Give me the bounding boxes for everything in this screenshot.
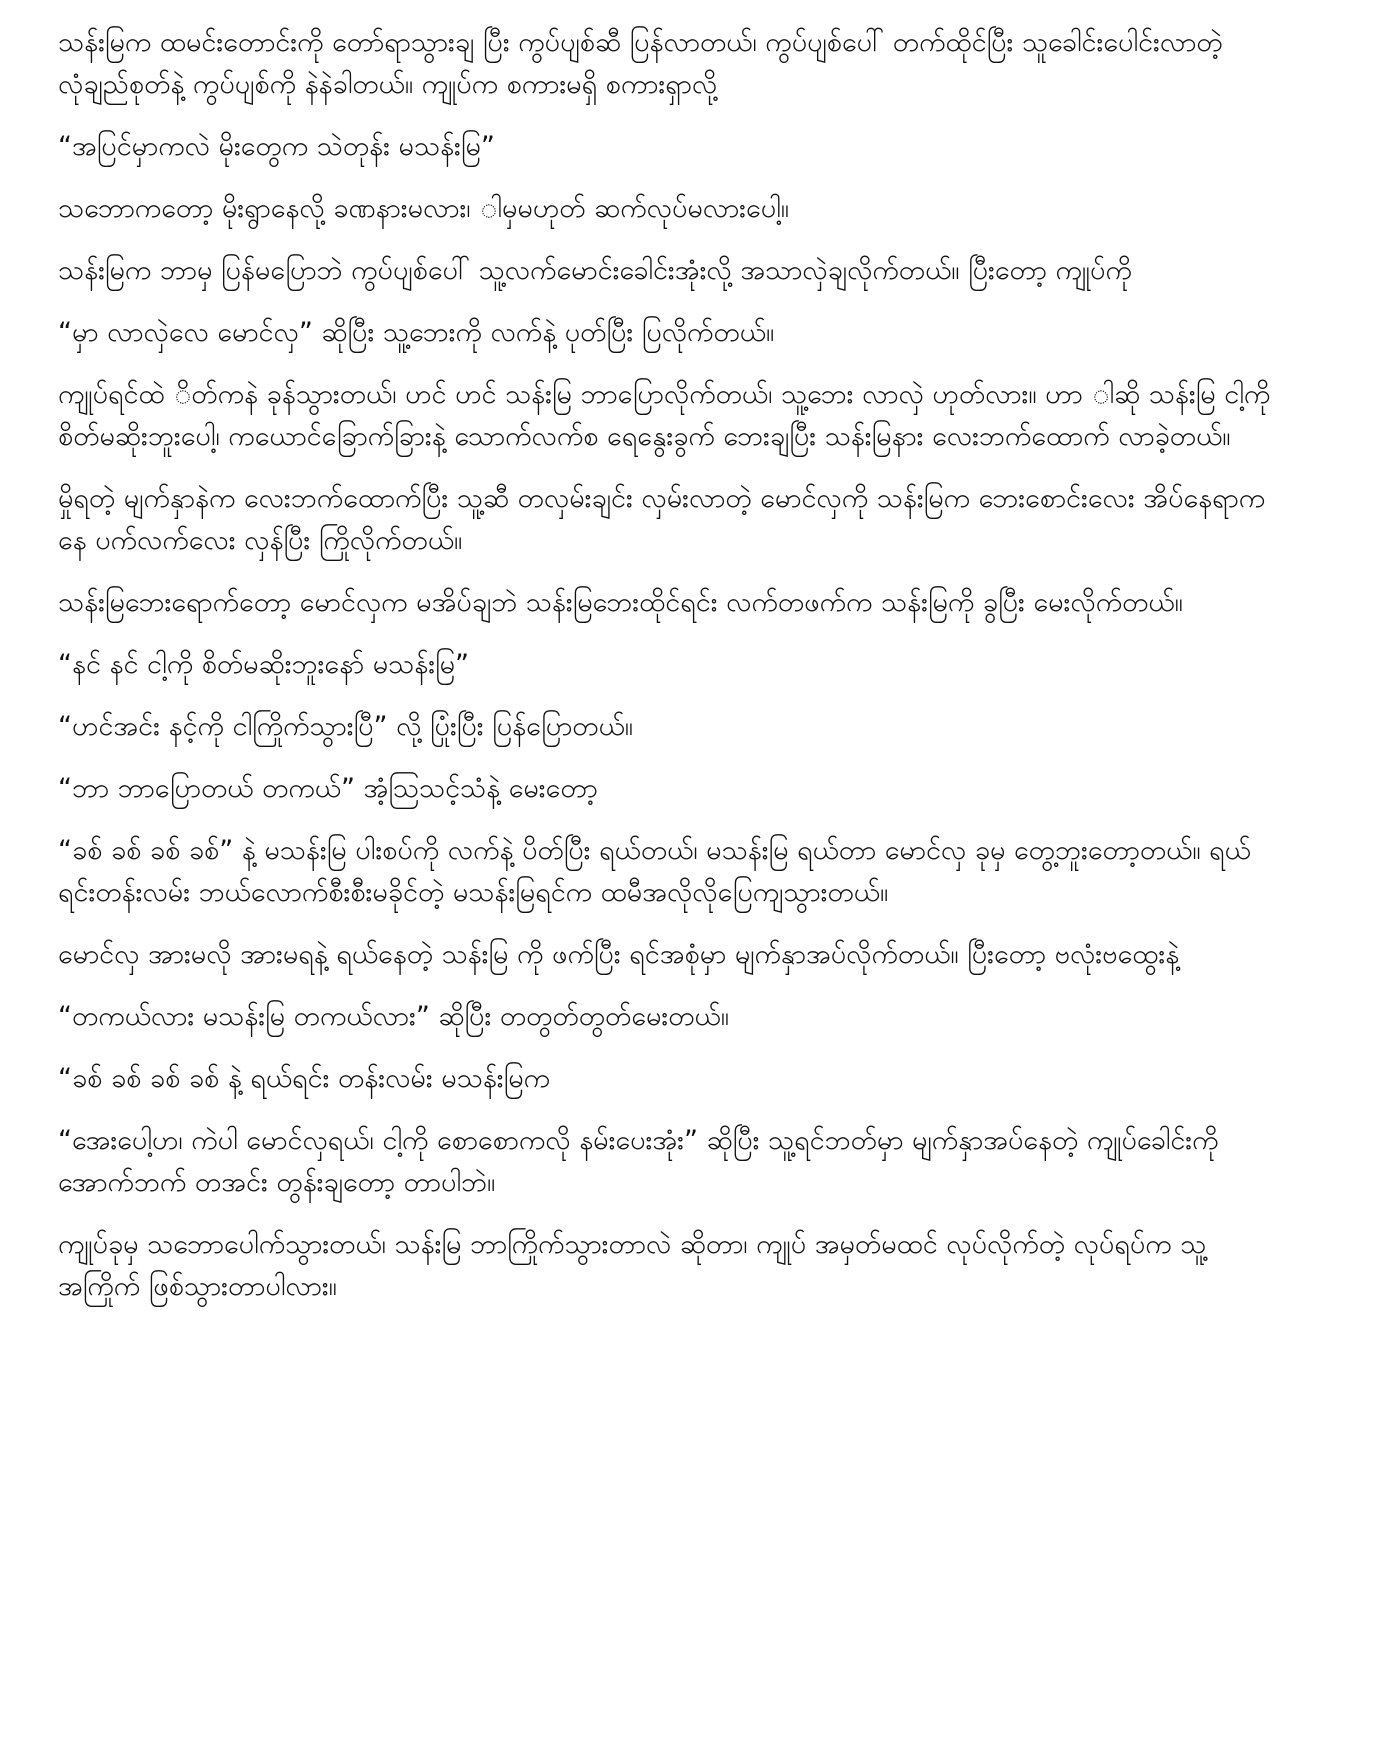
- paragraph-15: “ခစ် ခစ် ခစ် ခစ် နဲ့ ရယ်ရင်း တန်းလမ်း မသန်းမြက: [58, 1063, 551, 1094]
- paragraph-2: “အပြင်မှာကလဲ မိုးတွေက သဲတုန်း မသန်းမြ”: [58, 131, 495, 162]
- paragraph-7: မှိုရတဲ့ မျက်နှာနဲက လေးဘက်ထောက်ပြီး သူ့ဆီ တလှမ်းချင်း လှမ်းလာတဲ့ မောင်လှကို သန်းမြက ဘေးစောင်းလေး အိပ်နေရာကနေ ပက်လက်လေး လှန်ပြီး ကြိုလိုက်တယ်။: [58, 483, 1266, 556]
- paragraph-5: “မှာ လာလှဲလေ မောင်လှ” ဆိုပြီး သူ့ဘေးကို လက်နဲ့ ပုတ်ပြီး ပြလိုက်တယ်။: [58, 317, 775, 348]
- paragraph-14: “တကယ်လား မသန်းမြ တကယ်လား” ဆိုပြီး တတွတ်တွတ်မေးတယ်။: [58, 1001, 729, 1032]
- paragraph-17: ကျုပ်ခုမှ သဘောပေါက်သွားတယ်၊ သန်းမြ ဘာကြိုက်သွားတာလဲ ဆိုတာ၊ ကျုပ် အမှတ်မထင် လုပ်လိုက်တဲ့ လုပ်ရပ်က သူ့အကြိုက် ဖြစ်သွားတာပါလား။: [58, 1229, 1207, 1302]
- paragraph-11: “ဘာ ဘာပြောတယ် တကယ်” အံ့သြသင့်သံနဲ့ မေးတော့: [58, 773, 598, 804]
- paragraph-13: မောင်လှ အားမလို အားမရနဲ့ ရယ်နေတဲ့ သန်းမြ ကို ဖက်ပြီး ရင်အစုံမှာ မျက်နှာအပ်လိုက်တယ်။ ပြီးတော့ ဗလုံးဗထွေးနဲ့: [58, 939, 1180, 970]
- paragraph-6: ကျုပ်ရင်ထဲ ိတ်ကနဲ ခုန်သွားတယ်၊ ဟင် ဟင် သန်းမြ ဘာပြောလိုက်တယ်၊ သူ့ဘေး လာလှဲ ဟုတ်လား။ ဟာ ါဆို သန်းမြ ငါ့ကို စိတ်မဆိုးဘူးပေါ့၊ ကယောင်ခြောက်ခြားနဲ့ သောက်လက်စ ရေနွေးခွက် ဘေးချပြီး သန်းမြနား လေးဘက်ထောက် လာခဲ့တယ်။: [58, 379, 1271, 452]
- paragraph-10: “ဟင်အင်း နင့်ကို ငါကြိုက်သွားပြီ” လို့ ပြုံးပြီး ပြန်ပြောတယ်။: [58, 711, 633, 742]
- paragraph-16: “အေးပေါ့ဟ၊ ကဲပါ မောင်လှရယ်၊ ငါ့ကို စောစောကလို နမ်းပေးအုံး” ဆိုပြီး သူ့ရင်ဘတ်မှာ မျက်နှာအပ်နေတဲ့ ကျုပ်ခေါင်းကို အောက်ဘက် တအင်း တွန်းချတော့ တာပါဘဲ။: [58, 1125, 1219, 1198]
- paragraph-8: သန်းမြဘေးရောက်တော့ မောင်လှက မအိပ်ချဘဲ သန်းမြဘေးထိုင်ရင်း လက်တဖက်က သန်းမြကို ခွပြီး မေးလိုက်တယ်။: [58, 587, 1183, 618]
- paragraph-4: သန်းမြက ဘာမှ ပြန်မပြောဘဲ ကွပ်ပျစ်ပေါ် သူ့လက်မောင်းခေါင်းအုံးလို့ အသာလှဲချလိုက်တယ်။ ပြီးတော့ ကျုပ်ကို: [58, 255, 1132, 286]
- paragraph-12: “ခစ် ခစ် ခစ် ခစ်” နဲ့ မသန်းမြ ပါးစပ်ကို လက်နဲ့ ပိတ်ပြီး ရယ်တယ်၊ မသန်းမြ ရယ်တာ မောင်လှ ခုမှ တွေ့ဘူးတော့တယ်။ ရယ်ရင်းတန်းလမ်း ဘယ်လောက်စီးစီးမခိုင်တဲ့ မသန်းမြရင်က ထမီအလိုလိုပြေကျသွားတယ်။: [58, 835, 1251, 908]
- paragraph-9: “နင် နင် ငါ့ကို စိတ်မဆိုးဘူးနော် မသန်းမြ”: [58, 649, 470, 680]
- paragraph-3: သဘောကတော့ မိုးရွာနေလို့ ခဏနားမလား၊ ါမှမဟုတ် ဆက်လုပ်မလားပေါ့။: [58, 193, 789, 224]
- paragraph-1: သန်းမြက ထမင်းတောင်းကို တော်ရာသွားချ ပြီး ကွပ်ပျစ်ဆီ ပြန်လာတယ်၊ ကွပ်ပျစ်ပေါ် တက်ထိုင်ပြီး သူခေါင်းပေါင်းလာတဲ့ လုံချည်စုတ်နဲ့ ကွပ်ပျစ်ကို နဲနဲခါတယ်။ ကျုပ်က စကားမရှိ စကားရှာလို့: [58, 27, 1223, 100]
